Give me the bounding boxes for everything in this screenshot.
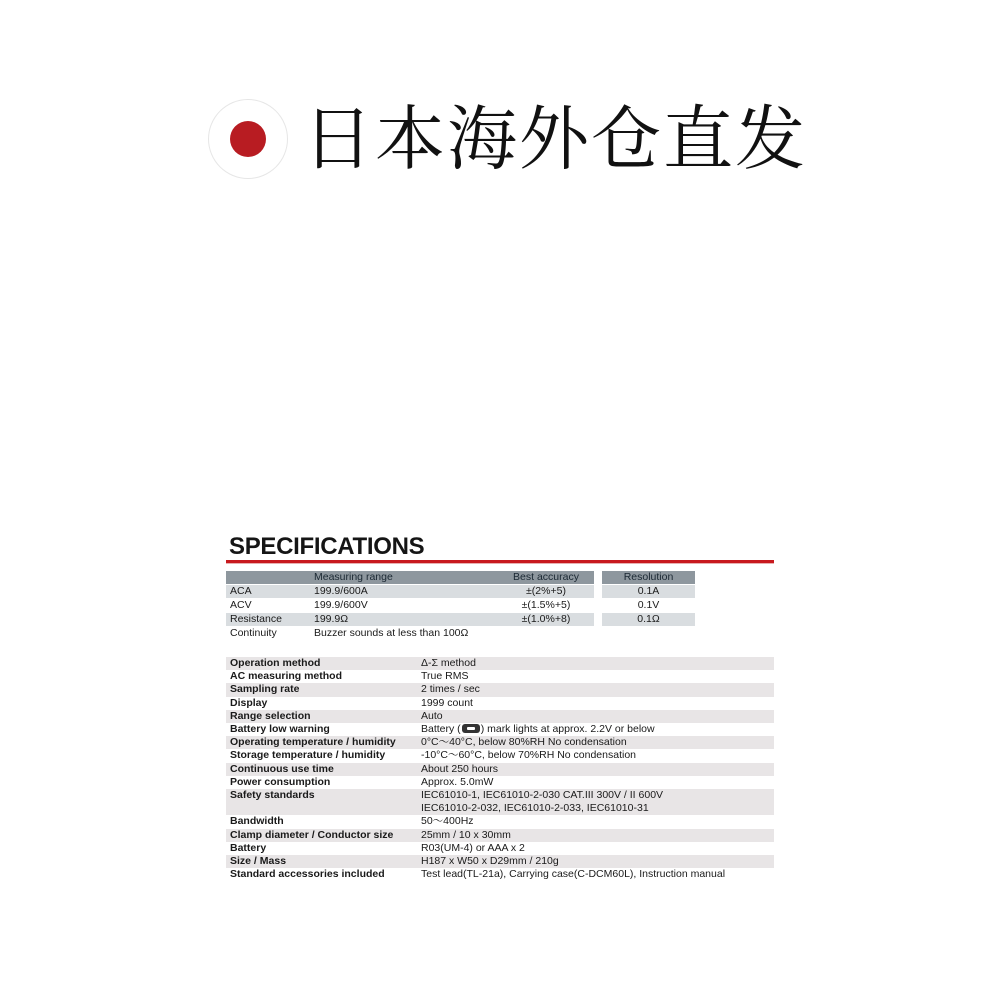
spec-row-value [421,697,473,710]
spec-row-value [421,683,480,696]
spec-row-value-line: 1999 count [421,696,473,709]
spec-row-value-line: 0°C～40°C, below 80%RH No condensation [421,736,627,749]
spec-row-value [421,723,655,736]
spec-row-value-line: H187 x W50 x D29mm / 210g [421,855,559,867]
spec-row-label: Clamp diameter / Conductor size [230,828,394,841]
spec-row-value [421,789,663,815]
spec-row-value-line: 50～400Hz [421,815,474,828]
flag-red-circle [230,121,266,157]
measurement-row-acv [226,599,696,612]
measurement-cell: Continuity [230,627,277,639]
spec-row-label: AC measuring method [230,670,343,683]
spec-row-value [421,749,636,762]
spec-row-label: Range selection [230,709,311,722]
spec-row-label: Continuous use time [230,762,334,775]
spec-row-value [421,763,498,776]
spec-row-value-line: Test lead(TL-21a), Carrying case(C-DCM60L), Instruction manual [421,868,726,881]
spec-row-value [421,815,474,828]
measurement-cell: 0.1A [602,585,695,598]
spec-row-value-line: Approx. 5.0mW [421,775,494,788]
spec-row [226,829,774,842]
measurement-cell: 199.9/600V [314,599,368,611]
measurement-cell: ACV [230,599,252,611]
banner-title: 日本海外仓直发 [303,98,807,180]
spec-row [226,815,774,828]
spec-row-label: Safety standards [230,789,315,801]
spec-row-value-line: 2 times / sec [421,683,480,696]
spec-row [226,776,774,789]
measurement-cell: 0.1V [637,599,660,611]
measurement-cell: Resistance [226,613,306,626]
spec-row [226,789,774,815]
spec-row [226,763,774,776]
spec-row-value-text: ) mark lights at approx. 2.2V or below [480,723,655,735]
spec-row [226,868,774,881]
spec-row-value [421,829,511,842]
spec-row [226,749,774,762]
header-cell-range: Measuring range [306,571,502,584]
spec-row-label: Display [230,696,268,709]
measurement-cell: 199.9Ω [306,613,502,626]
spec-row-label: Sampling rate [230,683,300,696]
spec-row-value-line: IEC61010-2-032, IEC61010-2-033, IEC61010-31 [421,802,649,815]
spec-row-value-line: IEC61010-1, IEC61010-2-030 CAT.III 300V / II 600V [421,789,664,801]
spec-row-label: Bandwidth [230,815,284,828]
header-cell-accuracy: Best accuracy [498,571,594,584]
header-cell-blank [226,571,306,584]
spec-row-value [421,868,725,881]
measurement-cell: 199.9/600A [306,585,502,598]
spec-row-label: Operating temperature / humidity [230,736,396,749]
spec-row [226,710,774,723]
spec-row-value [421,736,627,749]
header-cell-resolution: Resolution [602,571,695,584]
spec-row-label: Battery [230,841,267,854]
spec-row [226,842,774,855]
measurement-cell: Buzzer sounds at less than 100Ω [314,627,469,639]
measurement-cell: ±(1.0%+8) [498,613,594,626]
measurement-cell: ±(1.5%+5) [521,599,571,611]
spec-row [226,697,774,710]
measurement-table-header [226,571,696,584]
spec-row-value-line: Δ-Σ method [421,657,476,669]
spec-row [226,723,774,736]
spec-row [226,736,774,749]
measurement-cell: ±(2%+5) [498,585,594,598]
spec-row-label: Standard accessories included [230,868,385,881]
spec-row-label: Power consumption [230,775,331,788]
spec-row-value [421,670,468,683]
spec-row-value [421,657,476,670]
spec-row-value-line: -10°C～60°C, below 70%RH No condensation [421,749,637,762]
spec-row-label: Operation method [230,657,321,669]
measurement-row-aca [226,585,696,598]
spec-title: SPECIFICATIONS [229,533,425,560]
measurement-row-resistance [226,613,696,626]
spec-row-label: Storage temperature / humidity [230,749,386,762]
spec-row-value-line: True RMS [421,670,469,683]
spec-row-value-line: About 250 hours [421,762,499,775]
spec-row-value-line: R03(UM-4) or AAA x 2 [421,841,525,854]
battery-icon [462,724,480,733]
spec-title-rule-shadow [226,563,774,564]
spec-row [226,855,774,868]
spec-row [226,670,774,683]
spec-row-value [421,710,443,723]
banner [0,0,1000,300]
spec-row-value [421,842,525,855]
spec-row-value-line: 25mm / 10 x 30mm [421,828,511,841]
spec-row-label: Battery low warning [230,723,330,735]
spec-row [226,683,774,696]
measurement-row-continuity [226,627,696,640]
spec-row-value [421,855,559,868]
spec-row-value-line: Auto [421,709,443,722]
japan-flag-icon [209,100,287,178]
spec-row-label: Size / Mass [230,855,287,867]
spec-row [226,657,774,670]
measurement-cell: 0.1Ω [602,613,695,626]
spec-row-value-text: Battery ( [421,723,461,735]
measurement-cell: ACA [226,585,306,598]
spec-row-value [421,776,493,789]
